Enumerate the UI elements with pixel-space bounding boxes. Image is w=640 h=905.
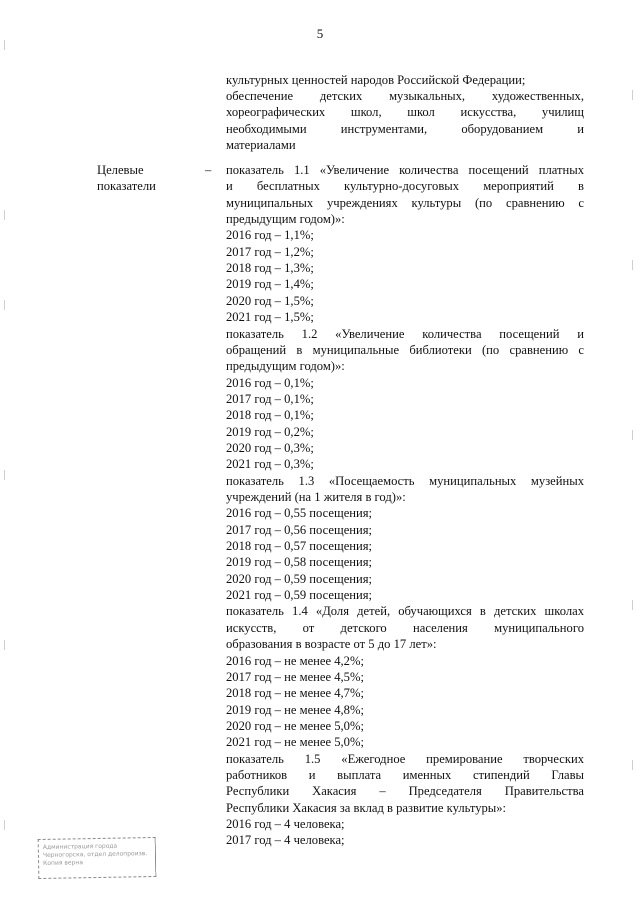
text-line: показатель 1.1 «Увеличение количества посещений платных — [226, 163, 584, 177]
text-line: 2017 год – не менее 4,5%; — [226, 669, 364, 684]
text-line: 2017 год – 1,2%; — [226, 244, 314, 259]
text-line: 2020 год – 0,59 посещения; — [226, 571, 373, 586]
text-line: 2021 год – не менее 5,0%; — [226, 735, 364, 750]
text-line: образования в возрасте от 5 до 17 лет»: — [226, 637, 437, 652]
text-line: 2017 год – 4 человека; — [226, 833, 345, 848]
text-line: искусств, от детского населения муниципального — [226, 620, 584, 635]
text-line: материалами — [226, 137, 296, 152]
text-line: 2020 год – не менее 5,0%; — [226, 718, 364, 733]
section-dash: – — [205, 163, 212, 177]
text-line: 2016 год – не менее 4,2%; — [226, 653, 364, 668]
text-line: показатель 1.4 «Доля детей, обучающихся в детских школах — [226, 604, 584, 619]
text-line: культурных ценностей народов Российской Федерации; — [226, 73, 526, 87]
stamp-line: Копия верна — [43, 859, 84, 867]
text-line: хореографических школ, школ искусства, училищ — [226, 105, 584, 120]
text-line: 2021 год – 0,3%; — [226, 457, 314, 472]
text-line: 2019 год – не менее 4,8%; — [226, 702, 364, 717]
text-line: показатель 1.5 «Ежегодное премирование творческих — [226, 751, 584, 766]
text-line: 2020 год – 0,3%; — [226, 440, 314, 455]
text-line: обращений в муниципальные библиотеки (по сравнению с — [226, 342, 584, 357]
text-line: обеспечение детских музыкальных, художественных, — [226, 89, 584, 104]
text-line: 2018 год – 0,57 посещения; — [226, 539, 373, 554]
text-line: 2021 год – 0,59 посещения; — [226, 588, 373, 603]
copy-stamp — [38, 837, 157, 879]
text-line: 2017 год – 0,56 посещения; — [226, 522, 373, 537]
text-line: 2019 год – 0,58 посещения; — [226, 555, 373, 570]
text-line: 2017 год – 0,1%; — [226, 391, 314, 406]
text-line: и бесплатных культурно-досуговых мероприятий в — [226, 179, 584, 194]
text-line: показатель 1.2 «Увеличение количества посещений и — [226, 326, 584, 341]
text-line: показатель 1.3 «Посещаемость муниципальных музейных — [226, 473, 584, 488]
text-line: учреждений (на 1 жителя в год)»: — [226, 490, 406, 504]
text-line: Республики Хакасия за вклад в развитие культуры»: — [226, 800, 507, 815]
section-label — [97, 162, 156, 194]
text-line: работников и выплата именных стипендий Главы — [226, 767, 584, 782]
text-line: 2019 год – 1,4%; — [226, 277, 314, 292]
text-line: 2016 год – 0,55 посещения; — [226, 506, 373, 521]
section-label-line: показатели — [97, 179, 156, 193]
text-line: 2021 год – 1,5%; — [226, 310, 314, 325]
text-line: 2016 год – 4 человека; — [226, 817, 345, 831]
text-line: 2019 год – 0,2%; — [226, 424, 314, 439]
text-line: 2016 год – 1,1%; — [226, 228, 314, 243]
section-label-line: Целевые — [97, 163, 144, 177]
stamp-line: Администрация города — [42, 842, 118, 851]
stamp-line: Черногорска, отдел делопроизв. — [42, 850, 148, 859]
text-line: предыдущим годом)»: — [226, 212, 345, 227]
right-edge-marks — [632, 0, 636, 905]
left-edge-marks — [4, 0, 8, 905]
text-line: 2020 год – 1,5%; — [226, 293, 314, 308]
text-line: Республики Хакасия – Председателя Правительства — [226, 784, 584, 799]
text-line: муниципальных учреждениях культуры (по сравнению с — [226, 195, 584, 210]
text-line: 2018 год – 1,3%; — [226, 261, 314, 276]
text-line: 2016 год – 0,1%; — [226, 375, 314, 390]
text-line: 2018 год – 0,1%; — [226, 408, 314, 423]
text-line: предыдущим годом)»: — [226, 359, 345, 374]
text-line: 2018 год – не менее 4,7%; — [226, 686, 364, 701]
text-line: необходимыми инструментами, оборудованием и — [226, 121, 584, 136]
page-number: 5 — [316, 26, 324, 41]
